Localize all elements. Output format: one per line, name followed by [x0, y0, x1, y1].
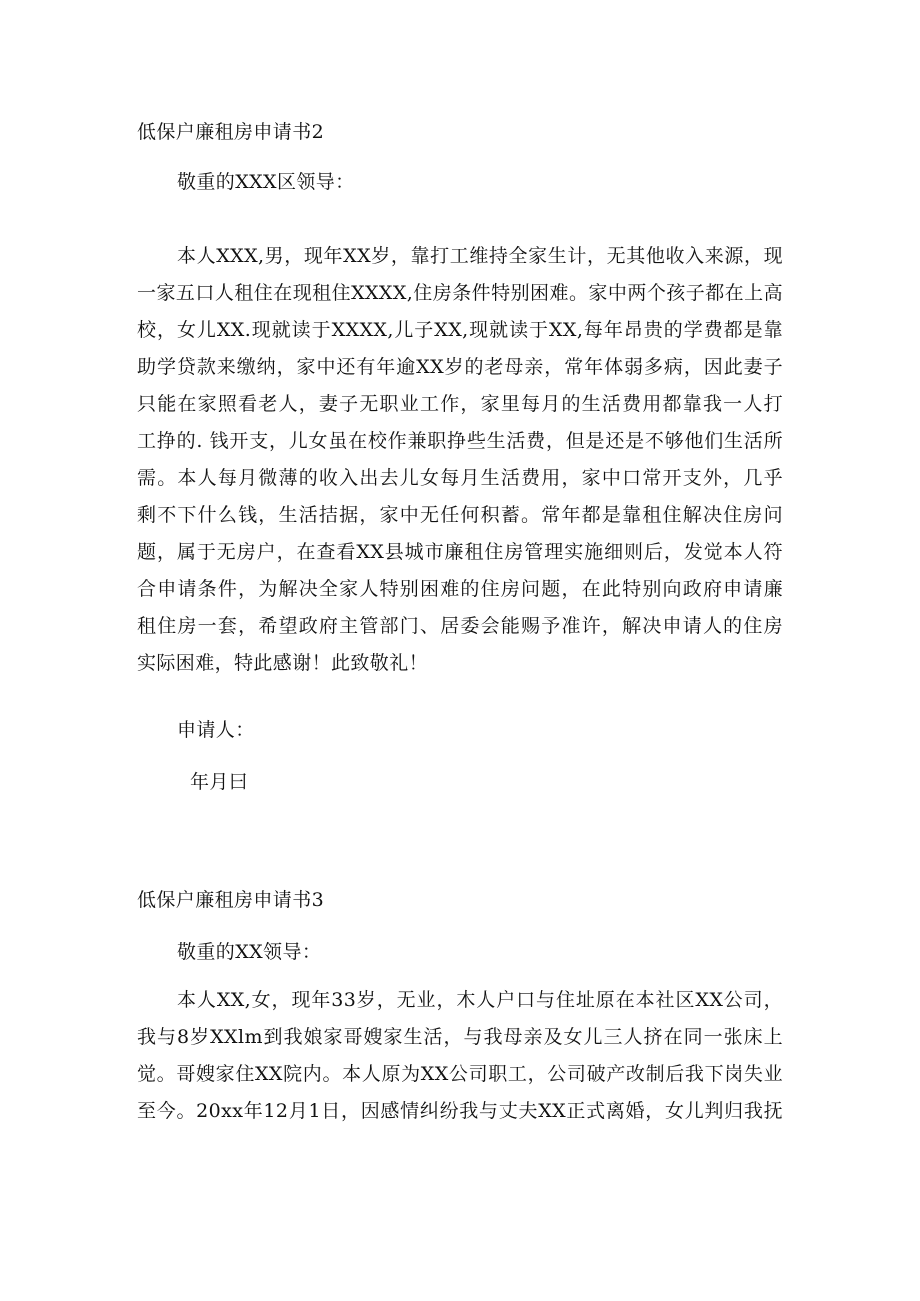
section2-body-line: 需。本人每月微薄的收入出去儿女每月生活费用，家中口常开支外，几乎 [137, 467, 783, 489]
section2-body-line: 一家五口人租住在现租住XXXX,住房条件特别困难。家中两个孩子都在上高 [137, 282, 783, 304]
section3-body-line: 觉。哥嫂家住XX院内。本人原为XX公司职工，公司破产改制后我下岗失业 [137, 1063, 783, 1085]
section2-body-line: 租住房一套，希望政府主管部门、居委会能赐予准许，解决申请人的住房 [137, 615, 783, 637]
section2-body-line: 工挣的. 钱开支，儿女虽在校作兼职挣些生活费，但是还是不够他们生活所 [137, 430, 783, 452]
section2-body-line: 题，属于无房户，在查看XX县城市廉租住房管理实施细则后，发觉本人符 [137, 541, 783, 563]
section3-body-line: 至今。20xx年12月1日，因感情纠纷我与丈夫XX正式离婚，女儿判归我抚 [137, 1100, 783, 1122]
section2-body-line: 实际困难，特此感谢！此致敬礼！ [137, 652, 429, 674]
section2-body-line: 助学贷款来缴纳，家中还有年逾XX岁的老母亲，常年体弱多病，因此妻子 [137, 356, 783, 378]
section3-body-line: 本人XX,女，现年33岁，无业，木人户口与住址原在本社区XX公司， [177, 989, 783, 1011]
section2-body-line: 剩不下什么钱，生活拮据，家中无任何积蓄。常年都是靠租住解决住房问 [137, 504, 783, 526]
section3-body-line: 我与8岁XXlm到我娘家哥嫂家生活，与我母亲及女儿三人挤在同一张床上 [137, 1026, 783, 1048]
section3-title: 低保户廉租房申请书3 [137, 889, 325, 911]
section2-applicant: 申请人： [177, 719, 255, 741]
section2-body-line: 合申请条件，为解决全家人特别困难的住房问题，在此特别向政府申请廉 [137, 578, 783, 600]
section2-body-line: 只能在家照看老人，妻子无职业工作，家里每月的生活费用都靠我一人打 [137, 393, 783, 415]
section2-title: 低保户廉租房申请书2 [137, 121, 325, 143]
section2-date: 年月曰 [190, 771, 249, 793]
section2-salutation: 敬重的XXX区领导： [177, 171, 355, 193]
section2-body-line: 校，女儿XX.现就读于XXXX,儿子XX,现就读于XX,每年昂贵的学费都是靠 [137, 319, 783, 341]
section2-body-line: 本人XXX,男，现年XX岁，靠打工维持全家生计，无其他收入来源，现 [177, 245, 783, 267]
section3-salutation: 敬重的XX领导： [177, 941, 322, 963]
